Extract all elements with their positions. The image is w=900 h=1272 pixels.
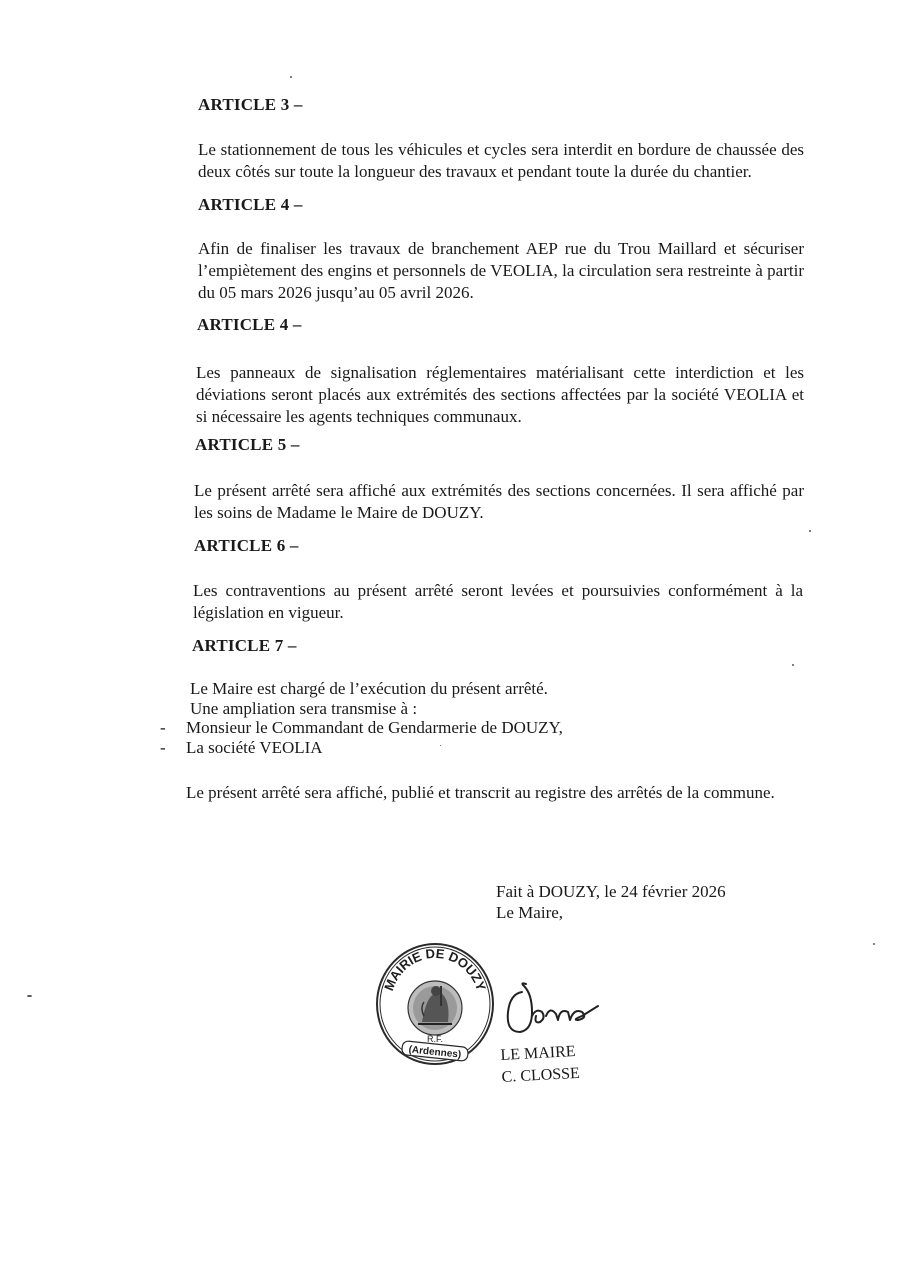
closing-statement: Le présent arrêté sera affiché, publié et transcrit au registre des arrêtés de la commune. <box>186 783 775 802</box>
stamp-center-text: R.F. <box>426 1034 444 1044</box>
signoff-role: Le Maire, <box>496 903 564 922</box>
article-6-heading: ARTICLE 6 – <box>194 536 299 555</box>
article-4b-heading: ARTICLE 4 – <box>197 315 302 334</box>
stamp-bottom-text: (Ardennes) <box>408 1044 462 1061</box>
article-4-text: Afin de finaliser les travaux de branchement AEP rue du Trou Maillard et sécuriser l’empiètement des engins et personnels de VEOLIA, la circulation sera restreinte à partir du 05 mars 2026 jusqu’au 05 avril 2026. <box>198 239 804 302</box>
article-3-text: Le stationnement de tous les véhicules et cycles sera interdit en bordure de chaussée des deux côtés sur toute la longueur des travaux et pendant toute la durée du chantier. <box>198 140 804 181</box>
scan-speck <box>809 530 811 532</box>
article-7-line1: Le Maire est chargé de l’exécution du présent arrêté. <box>190 679 548 698</box>
marianne-emblem-icon <box>408 981 462 1035</box>
article-4b-text: Les panneaux de signalisation réglementaires matérialisant cette interdiction et les déviations seront placés aux extrémités des sections affectées par la société VEOLIA et si nécessaire les agents techniques communaux. <box>196 363 804 426</box>
article-7-line2: Une ampliation sera transmise à : <box>190 699 418 718</box>
article-3-heading: ARTICLE 3 – <box>198 95 303 114</box>
signer-title: LE MAIRE <box>500 1043 577 1064</box>
article-6-text: Les contraventions au présent arrêté seront levées et poursuivies conformément à la législation en vigueur. <box>193 581 803 622</box>
stamp-top-text: MAIRIE DE DOUZY <box>381 945 489 993</box>
recipient-bullet: - <box>160 718 166 737</box>
article-4-heading: ARTICLE 4 – <box>198 195 303 214</box>
signer-block <box>500 1041 580 1089</box>
scan-speck <box>27 995 32 997</box>
handwritten-signature <box>502 972 622 1042</box>
place-and-date: Fait à DOUZY, le 24 février 2026 <box>496 882 726 901</box>
signer-name: C. CLOSSE <box>501 1064 581 1086</box>
scan-speck <box>290 76 292 78</box>
mairie-stamp <box>374 938 496 1066</box>
scan-speck <box>873 943 875 945</box>
article-5-heading: ARTICLE 5 – <box>195 435 300 454</box>
recipient-bullet: - <box>160 738 166 757</box>
recipient-gendarmerie: Monsieur le Commandant de Gendarmerie de DOUZY, <box>186 718 563 737</box>
recipient-veolia: La société VEOLIA <box>186 738 323 757</box>
scan-speck <box>440 745 441 746</box>
article-7-heading: ARTICLE 7 – <box>192 636 297 655</box>
scan-speck <box>792 664 794 666</box>
article-5-text: Le présent arrêté sera affiché aux extrémités des sections concernées. Il sera affiché par les soins de Madame le Maire de DOUZY. <box>194 481 804 522</box>
